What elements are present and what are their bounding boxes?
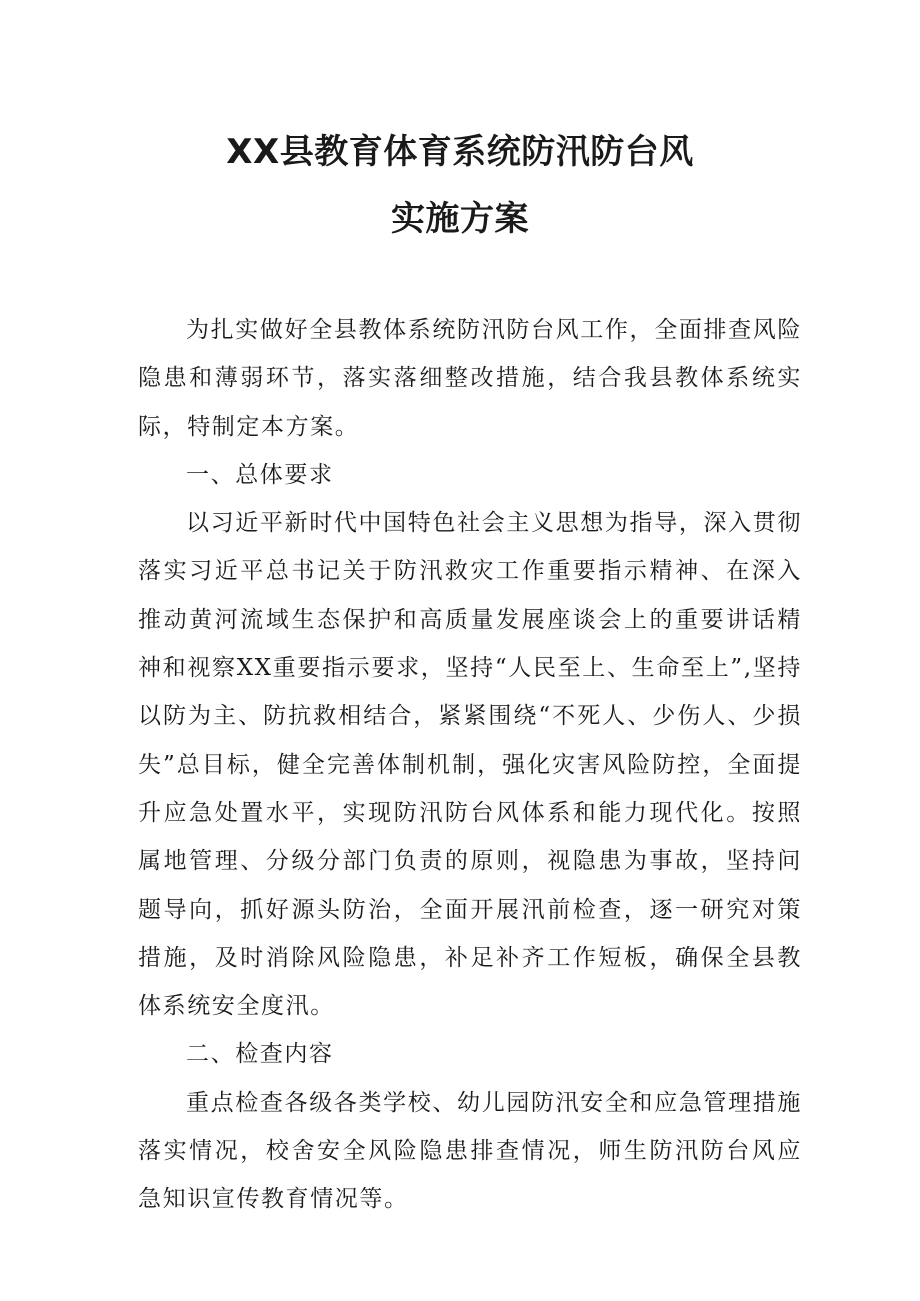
document-title-line-2: 实施方案	[391, 199, 529, 239]
section-2-paragraph: 重点检查各级各类学校、幼儿园防汛安全和应急管理措施落实情况，校舍安全风险隐患排查情况，师生防汛防台风应急知识宣传教育情况等。	[138, 1089, 802, 1213]
document-body	[138, 306, 802, 1224]
intro-paragraph: 为扎实做好全县教体系统防汛防台风工作，全面排查风险隐患和薄弱环节，落实落细整改措施，结合我县教体系统实际，特制定本方案。	[138, 317, 802, 440]
section-1-heading: 一、总体要求	[186, 461, 334, 488]
document-title-line-1: XX县教育体育系统防汛防台风	[226, 132, 694, 172]
section-2-heading: 二、检查内容	[186, 1041, 334, 1068]
section-1-paragraph: 以习近平新时代中国特色社会主义思想为指导，深入贯彻落实习近平总书记关于防汛救灾工作重要指示精神、在深入推动黄河流域生态保护和高质量发展座谈会上的重要讲话精神和视察XX重要指示要求，坚持“人民至上、生命至上”,坚持以防为主、防抗救相结合，紧紧围绕“不死人、少伤人、少损失”总目标，健全完善体制机制，强化灾害风险防控，全面提升应急处置水平，实现防汛防台风体系和能力现代化。按照属地管理、分级分部门负责的原则，视隐患为事故，坚持问题导向，抓好源头防治，全面开展汛前检查，逐一研究对策措施，及时消除风险隐患，补足补齐工作短板，确保全县教体系统安全度汛。	[138, 510, 802, 1020]
